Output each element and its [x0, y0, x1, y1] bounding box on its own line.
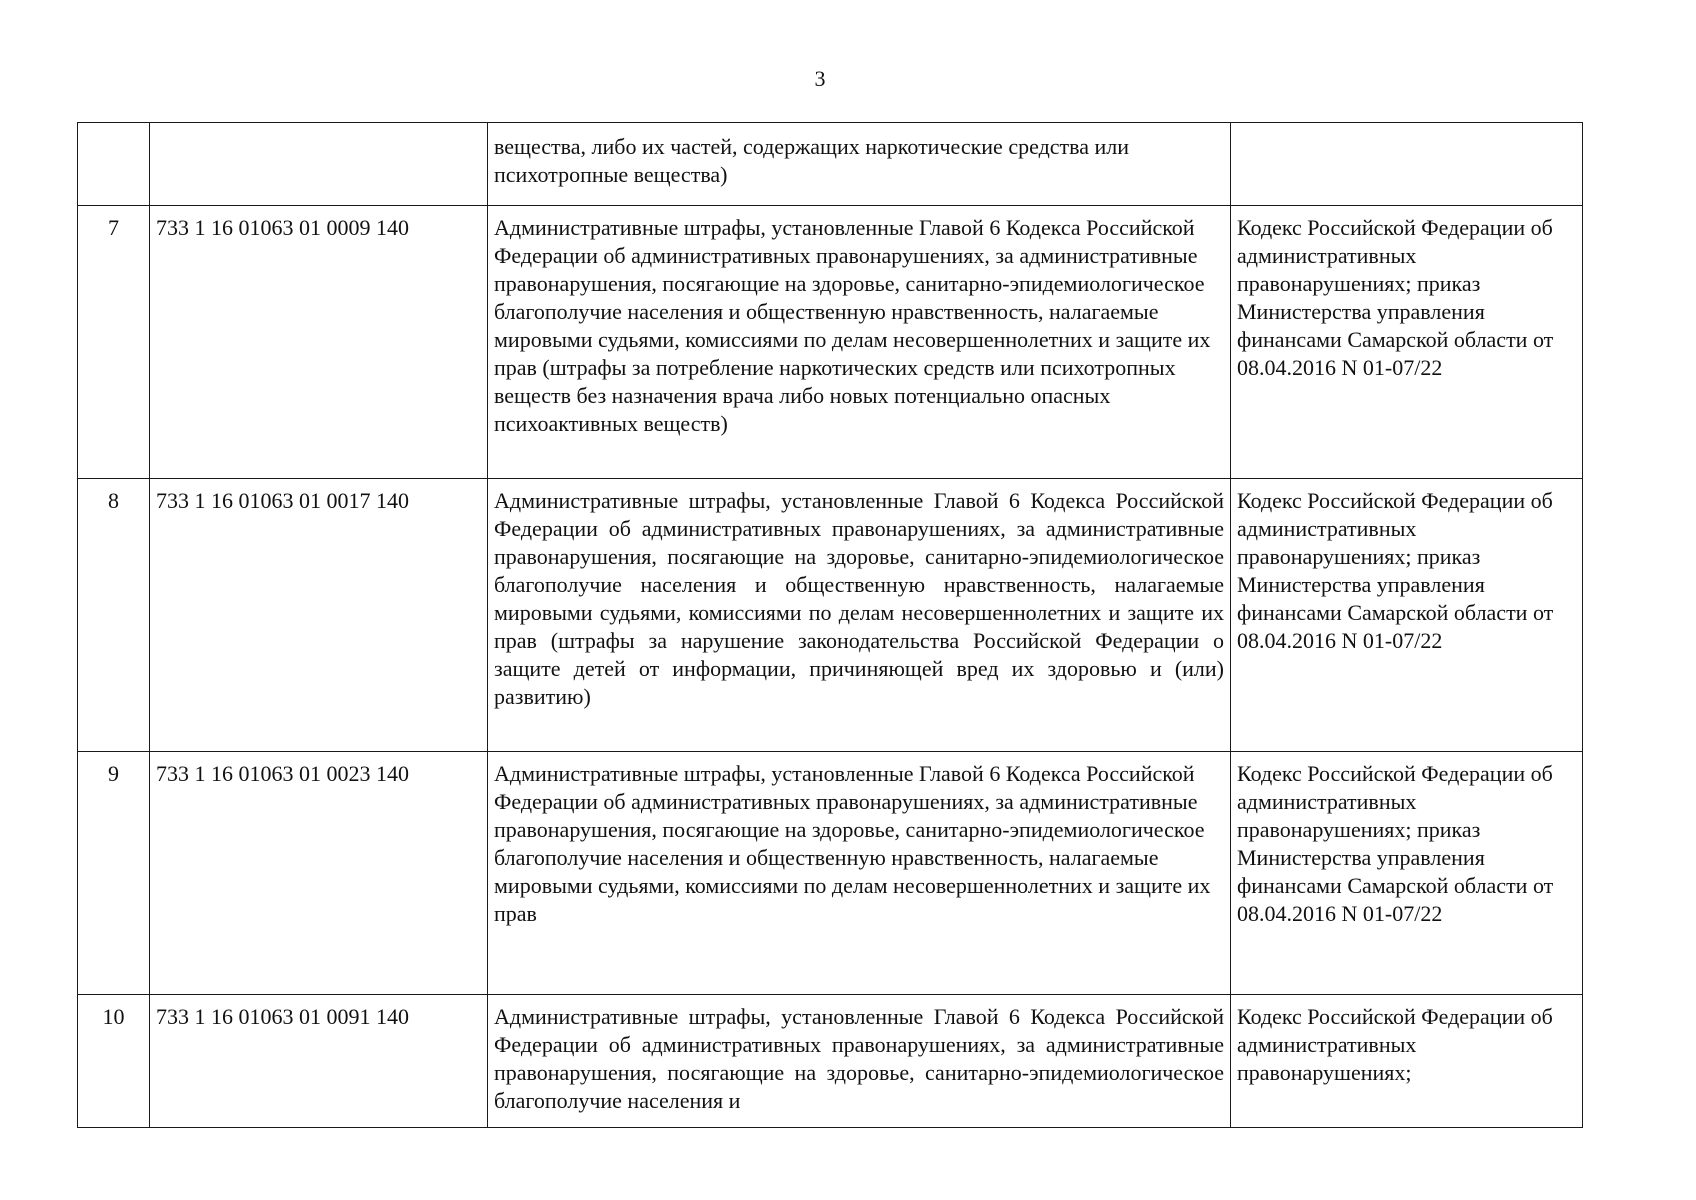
- revenue-codes-table: [77, 122, 1583, 1128]
- row-number-cell: 9: [78, 752, 150, 995]
- legal-basis-cell: Кодекс Российской Федерации об административных правонарушениях;: [1231, 995, 1583, 1128]
- description-cell: Административные штрафы, установленные Главой 6 Кодекса Российской Федерации об административных правонарушениях, за административные правонарушения, посягающие на здоровье, санитарно-эпидемиологическое благополучие населения и общественную нравственность, налагаемые мировыми судьями, комиссиями по делам несовершеннолетних и защите их прав (штрафы за нарушение законодательства Российской Федерации о защите детей от информации, причиняющей вред их здоровью и (или) развитию): [488, 479, 1231, 752]
- legal-basis-cell: Кодекс Российской Федерации об административных правонарушениях; приказ Министерства управления финансами Самарской области от 08.04.2016 N 01-07/22: [1231, 206, 1583, 479]
- row-number-cell: 8: [78, 479, 150, 752]
- budget-code-cell: 733 1 16 01063 01 0091 140: [150, 995, 488, 1128]
- row-number-cell: 7: [78, 206, 150, 479]
- description-cell: вещества, либо их частей, содержащих наркотические средства или психотропные вещества): [488, 123, 1231, 206]
- table-row: [78, 995, 1583, 1128]
- budget-code-cell: 733 1 16 01063 01 0017 140: [150, 479, 488, 752]
- page-number: 3: [814, 66, 826, 91]
- budget-code-cell: [150, 123, 488, 206]
- legal-basis-cell: [1231, 123, 1583, 206]
- row-number-cell: [78, 123, 150, 206]
- description-cell: Административные штрафы, установленные Главой 6 Кодекса Российской Федерации об административных правонарушениях, за административные правонарушения, посягающие на здоровье, санитарно-эпидемиологическое благополучие населения и общественную нравственность, налагаемые мировыми судьями, комиссиями по делам несовершеннолетних и защите их прав (штрафы за потребление наркотических средств или психотропных веществ без назначения врача либо новых потенциально опасных психоактивных веществ): [488, 206, 1231, 479]
- description-cell: Административные штрафы, установленные Главой 6 Кодекса Российской Федерации об административных правонарушениях, за административные правонарушения, посягающие на здоровье, санитарно-эпидемиологическое благополучие населения и общественную нравственность, налагаемые мировыми судьями, комиссиями по делам несовершеннолетних и защите их прав: [488, 752, 1231, 995]
- table-row: [78, 206, 1583, 479]
- legal-basis-cell: Кодекс Российской Федерации об административных правонарушениях; приказ Министерства управления финансами Самарской области от 08.04.2016 N 01-07/22: [1231, 752, 1583, 995]
- row-number-cell: 10: [78, 995, 150, 1128]
- legal-basis-cell: Кодекс Российской Федерации об административных правонарушениях; приказ Министерства управления финансами Самарской области от 08.04.2016 N 01-07/22: [1231, 479, 1583, 752]
- table-row: [78, 479, 1583, 752]
- description-cell: Административные штрафы, установленные Главой 6 Кодекса Российской Федерации об административных правонарушениях, за административные правонарушения, посягающие на здоровье, санитарно-эпидемиологическое благополучие населения и: [488, 995, 1231, 1128]
- budget-code-cell: 733 1 16 01063 01 0023 140: [150, 752, 488, 995]
- table-row: [78, 752, 1583, 995]
- budget-code-cell: 733 1 16 01063 01 0009 140: [150, 206, 488, 479]
- table-row: [78, 123, 1583, 206]
